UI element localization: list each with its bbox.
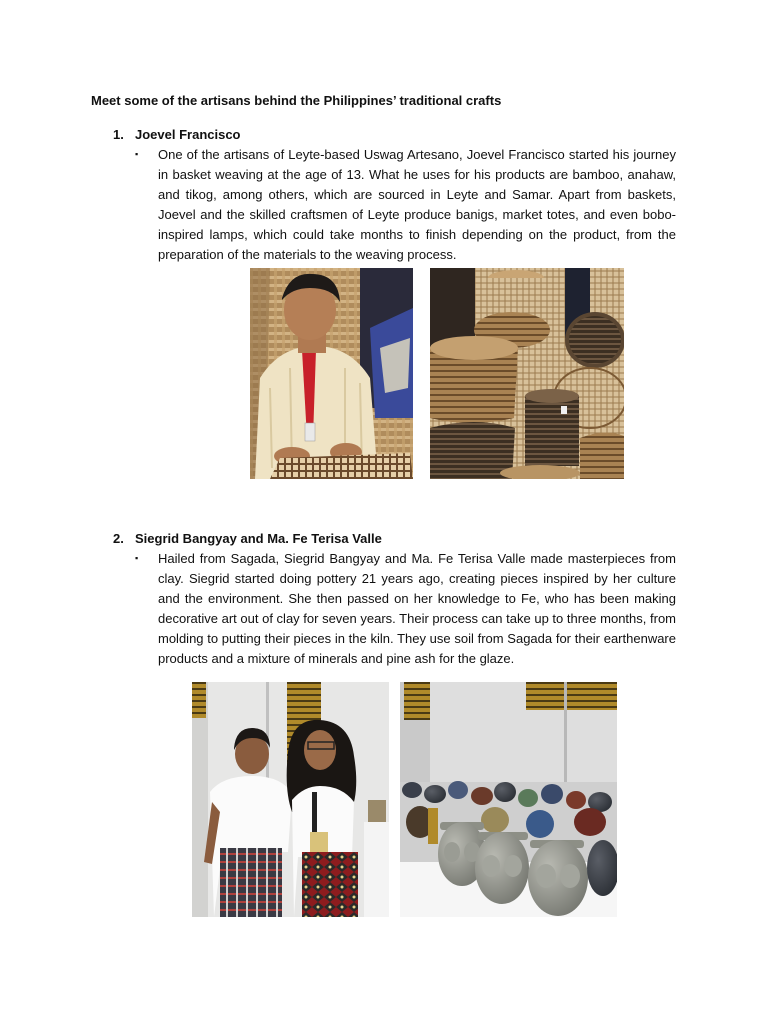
artisan-1-description: One of the artisans of Leyte-based Uswag Artesano, Joevel Francisco started his journey in basket weaving at the age of 13. What he uses for his products are bamboo, anahaw, and tikog, among others, which are sourced in Leyte and Samar. Apart from baskets, Joevel and the skilled craftsmen of Leyte produce banigs, market totes, and even bobo-inspired lamps, which could take months to finish depending on the product, from the preparation of the materials to the weaving process.: [158, 147, 676, 262]
photo-joevel-weaving: [250, 268, 413, 479]
photo-woven-baskets: [430, 268, 624, 479]
artisan-2-heading: [113, 531, 382, 546]
artisan-1-number: 1.: [113, 127, 124, 142]
artisan-1-heading: [113, 127, 241, 142]
artisan-2-number: 2.: [113, 531, 124, 546]
artisan-2-name: Siegrid Bangyay and Ma. Fe Terisa Valle: [135, 531, 382, 546]
document-title: Meet some of the artisans behind the Philippines’ traditional crafts: [91, 93, 502, 108]
artisan-2-bullet-icon: ▪: [135, 553, 139, 563]
artisan-1-name: Joevel Francisco: [135, 127, 241, 142]
artisan-1-bullet-icon: ▪: [135, 149, 139, 159]
artisan-2-description: Hailed from Sagada, Siegrid Bangyay and Ma. Fe Terisa Valle made masterpieces from clay. Siegrid started doing pottery 21 years ago, creating pieces inspired by her culture and the environment. She then passed on her knowledge to Fe, who has been making decorative art out of clay for seven years. Their process can take up to three months, from molding to putting their pieces in the kiln. They use soil from Sagada for their earthenware products and a mixture of minerals and pine ash for the glaze.: [158, 551, 676, 666]
photo-siegrid-and-fe: [192, 682, 389, 917]
photo-clay-pottery: [400, 682, 617, 917]
